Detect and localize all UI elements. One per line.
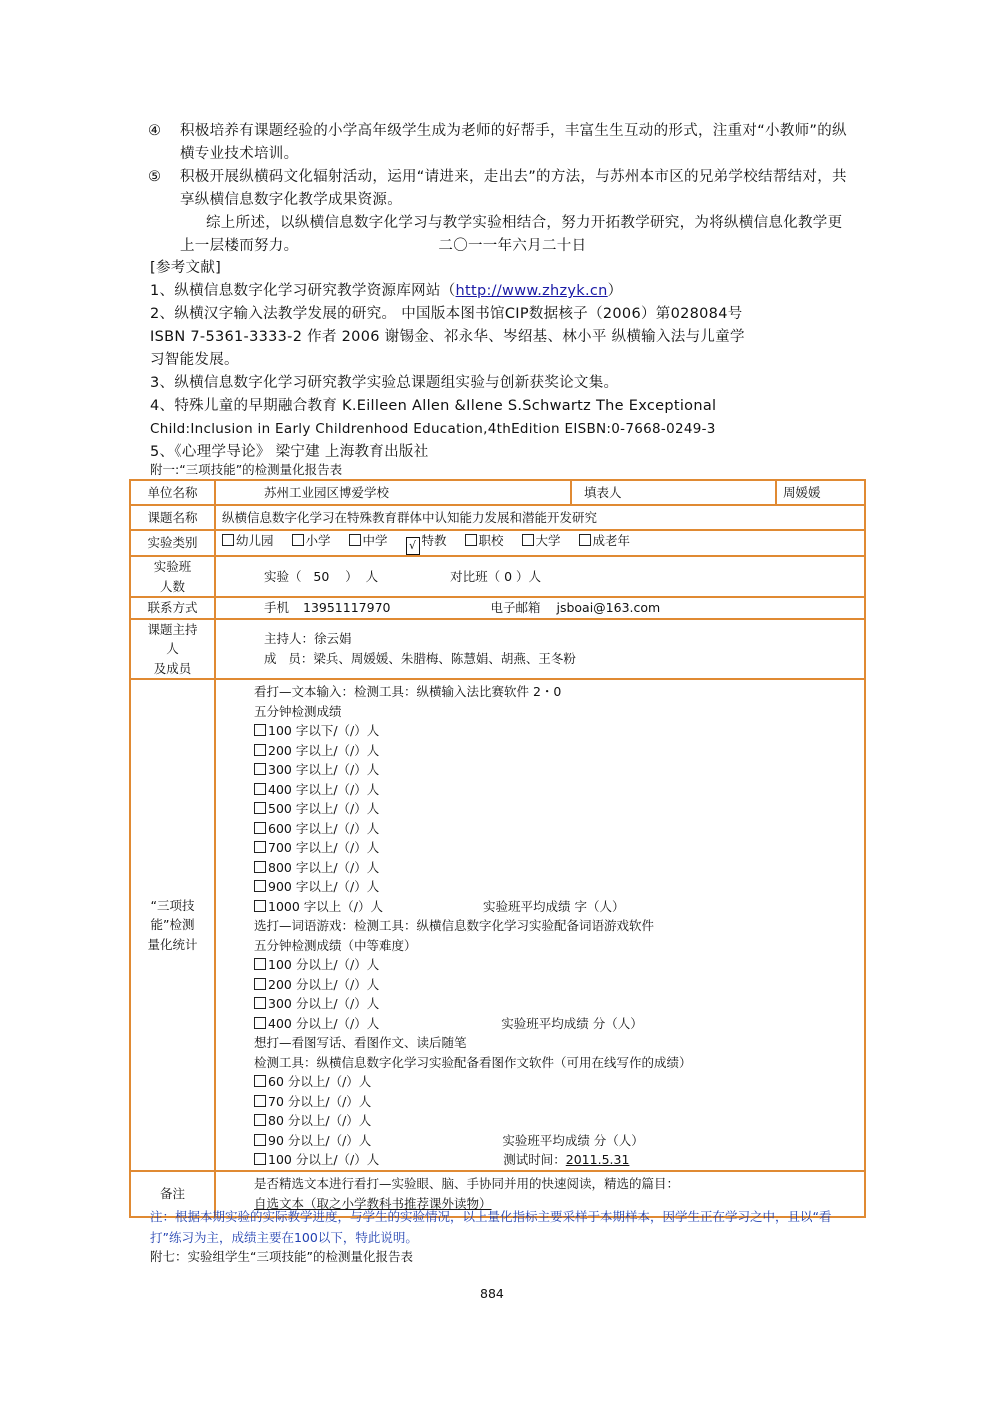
summary-text: 综上所述，以纵横信息数字化学习与教学实验相结合，努力开拓教学研究，为将纵横信息化教学更上一层楼而努力。: [180, 215, 843, 254]
writing-heading: 想打—看图写话、看图作文、读后随笔: [254, 1035, 467, 1050]
writing-row: 70 分以上/（/）人: [254, 1092, 858, 1112]
row-category: [130, 530, 865, 556]
checkbox-icon: [522, 534, 534, 546]
checkbox-icon: [254, 802, 266, 814]
category-university[interactable]: 大学: [522, 531, 561, 551]
page-number: 884: [480, 1286, 504, 1301]
writing-row: 80 分以上/（/）人: [254, 1111, 858, 1131]
reference-2-line-3: 习智能发展。: [150, 352, 239, 368]
checkbox-icon: [254, 1095, 266, 1107]
reference-1: 1、纵横信息数字化学习研究教学资源库网站（http://www.zhzyk.cn）: [150, 283, 623, 299]
typing-subheading: 五分钟检测成绩: [254, 703, 342, 719]
phone-label: 手机: [264, 600, 290, 615]
writing-row: 60 分以上/（/）人: [254, 1072, 858, 1092]
typing-row: 200 字以上/（/）人: [254, 741, 858, 761]
contact-label: 联系方式: [130, 597, 215, 619]
word-game-row: 100 分以上/（/）人: [254, 955, 858, 975]
checkbox-icon: [254, 1017, 266, 1029]
word-game-heading: 选打—词语游戏：检测工具：纵横信息数字化学习实验配备词语游戏软件: [254, 918, 655, 933]
reference-2-line-1: 2、纵横汉字输入法教学发展的研究。 中国版本图书馆CIP数据核子（2006）第028084号: [150, 306, 743, 322]
checkbox-icon: [254, 744, 266, 756]
topic-label: 课题名称: [130, 505, 215, 530]
typing-row: 500 字以上/（/）人: [254, 799, 858, 819]
word-game-average: 实验班平均成绩 分（人）: [501, 1015, 643, 1031]
category-vocational[interactable]: 职校: [465, 531, 504, 551]
topic-value: 纵横信息数字化学习在特殊教育群体中认知能力发展和潜能开发研究: [215, 505, 865, 530]
checkbox-icon: [465, 534, 477, 546]
checkbox-icon: [254, 900, 266, 912]
skills-detail: [215, 679, 865, 1171]
members-line: 成 员：梁兵、周媛媛、朱腊梅、陈慧娟、胡燕、王冬粉: [264, 650, 576, 666]
checkbox-icon: [254, 783, 266, 795]
category-middle[interactable]: 中学: [349, 531, 388, 551]
checked-checkbox-icon: √: [406, 537, 420, 555]
unit-value: 苏州工业园区博爱学校: [215, 480, 571, 505]
item-5-text: 积极开展纵横码文化辐射活动，运用“请进来，走出去”的方法，与苏州本市区的兄弟学校结帮结对，共享纵横信息数字化教学成果资源。: [180, 169, 847, 208]
checkbox-icon: [254, 880, 266, 892]
host-line: 主持人：徐云娟: [264, 631, 352, 647]
row-host: [130, 619, 865, 680]
category-primary[interactable]: 小学: [292, 531, 331, 551]
test-time-value: 2011.5.31: [565, 1152, 630, 1167]
report-table: [129, 479, 866, 1218]
reference-2-line-2: ISBN 7-5361-3333-2 作者 2006 谢锡金、祁永华、岑绍基、林小平 纵横输入法与儿童学: [150, 329, 745, 345]
item-4: [148, 120, 848, 166]
typing-row: 100 字以下/（/）人: [254, 721, 858, 741]
checkbox-icon: [254, 861, 266, 873]
row-skills: [130, 679, 865, 1171]
references-heading: [参考文献]: [150, 260, 222, 276]
category-adult[interactable]: 成老年: [579, 531, 631, 551]
reference-1-link[interactable]: http://www.zhzyk.cn: [455, 283, 608, 299]
unit-label: 单位名称: [130, 480, 215, 505]
summary-paragraph: [180, 212, 850, 258]
word-game-row-last: 400 分以上/（/）人 实验班平均成绩 分（人）: [254, 1014, 858, 1034]
typing-row: 800 字以上/（/）人: [254, 858, 858, 878]
writing-row-100: 100 分以上/（/）人 测试时间：2011.5.31: [254, 1150, 858, 1170]
checkbox-icon: [292, 534, 304, 546]
checkbox-icon: [254, 724, 266, 736]
typing-row: 700 字以上/（/）人: [254, 838, 858, 858]
item-5: [148, 166, 848, 212]
reference-4-line-1: 4、特殊儿童的早期融合教育 K.Eilleen Allen &Ilene S.Schwartz The Exceptional: [150, 398, 717, 414]
word-game-row: 300 分以上/（/）人: [254, 994, 858, 1014]
row-topic: [130, 505, 865, 530]
checkbox-icon: [254, 763, 266, 775]
skills-label: “三项技 能”检测 量化统计: [130, 679, 215, 1171]
typing-row: 300 字以上/（/）人: [254, 760, 858, 780]
email-label: 电子邮箱: [490, 600, 541, 615]
checkbox-icon: [254, 997, 266, 1009]
email-value[interactable]: jsboai@163.com: [556, 600, 661, 615]
checkbox-icon: [254, 1075, 266, 1087]
typing-average: 实验班平均成绩 字（人）: [483, 898, 625, 914]
checkbox-icon: [222, 534, 234, 546]
item-4-text: 积极培养有课题经验的小学高年级学生成为老师的好帮手，丰富生生互动的形式，注重对“小教师”的纵横专业技术培训。: [180, 123, 847, 162]
category-label: 实验类别: [130, 530, 215, 556]
host-label: 课题主持 人 及成员: [130, 619, 215, 680]
typing-heading: 看打—文本输入：检测工具：纵横输入法比赛软件 2・0: [254, 684, 562, 699]
word-game-subheading: 五分钟检测成绩（中等难度）: [254, 937, 417, 953]
typing-row: 600 字以上/（/）人: [254, 819, 858, 839]
test-time-label: 测试时间：: [503, 1152, 566, 1167]
appendix-caption: 附七：实验组学生“三项技能”的检测量化报告表: [150, 1249, 413, 1264]
host-value: [215, 619, 865, 680]
row-unit: [130, 480, 865, 505]
word-game-row: 200 分以上/（/）人: [254, 975, 858, 995]
footnote: 注：根据本期实验的实际教学进度，与学生的实验情况，以上量化指标主要采样于本期样本，因学生正在学习之中，且以“看打”练习为主，成绩主要在100以下，特此说明。: [150, 1209, 832, 1245]
writing-average: 实验班平均成绩 分（人）: [502, 1132, 644, 1148]
filler-label: 填表人: [571, 480, 776, 505]
checkbox-icon: [579, 534, 591, 546]
table-caption: 附一:“三项技能”的检测量化报告表: [150, 462, 343, 477]
remark-label: 备注: [130, 1171, 215, 1217]
item-5-number: ⑤: [148, 169, 162, 185]
checkbox-icon: [254, 1134, 266, 1146]
filler-value: 周媛媛: [776, 480, 865, 505]
reference-5: 5、《心理学导论》 梁宁建 上海教育出版社: [150, 444, 429, 460]
checkbox-icon: [254, 841, 266, 853]
typing-row: 400 字以上/（/）人: [254, 780, 858, 800]
phone-value: 13951117970: [303, 600, 391, 615]
references: [150, 257, 845, 464]
contact-value: [215, 597, 865, 619]
category-options: [215, 530, 865, 556]
checkbox-icon: [254, 822, 266, 834]
typing-row: 900 字以上/（/）人: [254, 877, 858, 897]
checkbox-icon: [254, 1153, 266, 1165]
category-kindergarten[interactable]: 幼儿园: [222, 531, 274, 551]
writing-row-90: 90 分以上/（/）人 实验班平均成绩 分（人）: [254, 1131, 858, 1151]
summary-date: 二〇一一年六月二十日: [438, 238, 587, 254]
category-special-ed[interactable]: √ 特教: [406, 531, 447, 555]
reference-4-line-2: Child:Inclusion in Early Childrenhood Education,4thEdition EISBN:0-7668-0249-3: [150, 421, 716, 437]
remark-line-2: 自选文本（取之小学教科书推荐课外读物）: [254, 1195, 492, 1211]
writing-subheading: 检测工具：纵横信息数字化学习实验配备看图作文软件（可用在线写作的成绩）: [254, 1054, 692, 1070]
typing-row-last: 1000 字以上（/）人 实验班平均成绩 字（人）: [254, 897, 858, 917]
checkbox-icon: [254, 1114, 266, 1126]
checkbox-icon: [254, 978, 266, 990]
control-count: 对比班（ 0 ）人: [450, 568, 542, 584]
row-class-size: [130, 556, 865, 597]
reference-3: 3、纵横信息数字化学习研究教学实验总课题组实验与创新获奖论文集。: [150, 375, 619, 391]
remark-line-1: 是否精选文本进行看打—实验眼、脑、手协同并用的快速阅读，精选的篇目：: [254, 1176, 680, 1191]
experiment-count: 实验（ 50 ） 人: [264, 568, 379, 584]
checkbox-icon: [349, 534, 361, 546]
class-size-label: 实验班 人数: [130, 556, 215, 597]
class-size-value: [215, 556, 865, 597]
checkbox-icon: [254, 958, 266, 970]
row-contact: [130, 597, 865, 619]
item-4-number: ④: [148, 123, 162, 139]
